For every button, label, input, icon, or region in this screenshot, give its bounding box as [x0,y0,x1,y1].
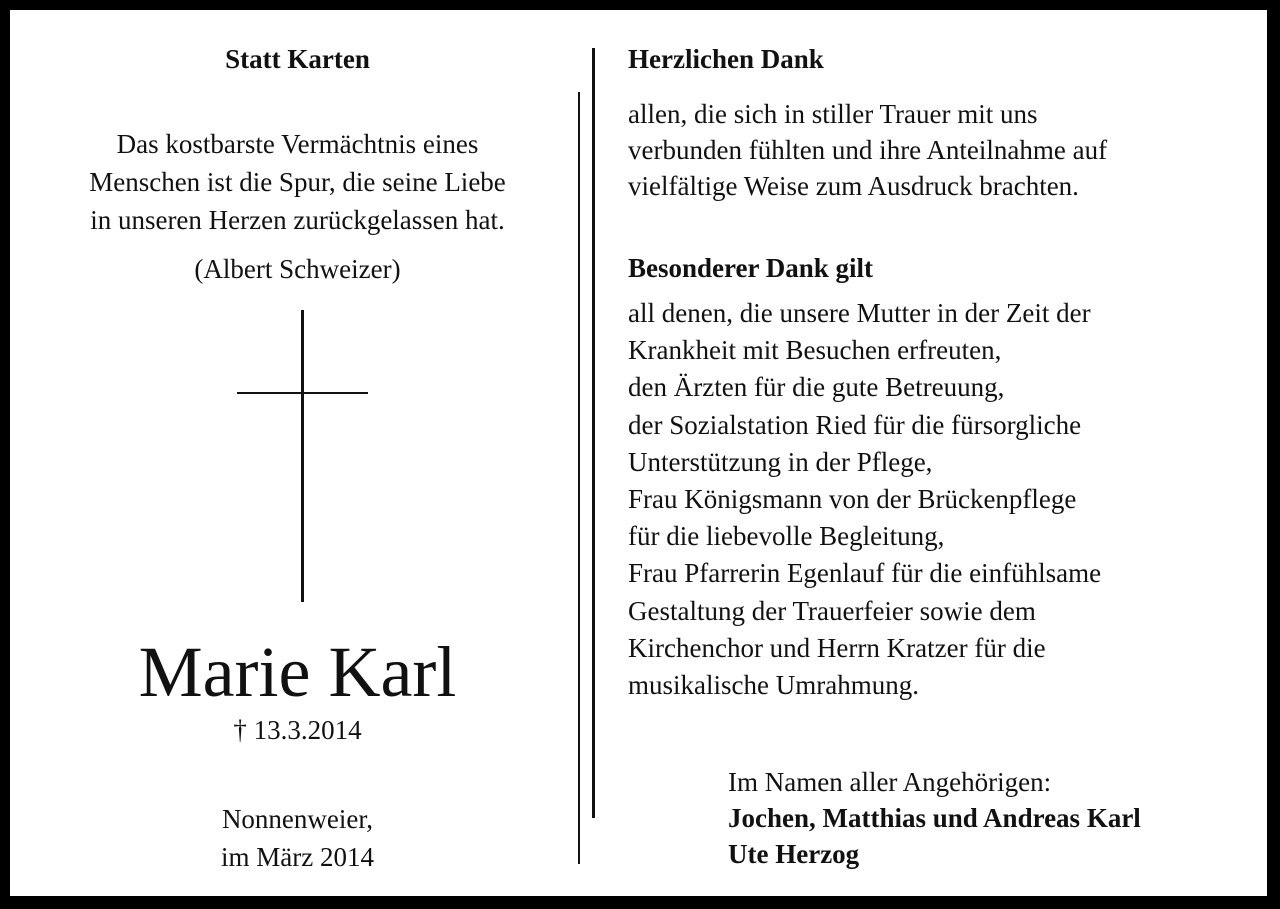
quote [30,125,565,239]
place-line: im März 2014 [221,842,374,872]
special-line: den Ärzten für die gute Betreuung, [628,372,1005,403]
left-heading: Statt Karten [225,44,370,74]
left-column [30,10,565,896]
place-date [30,800,565,876]
special-line: Kirchenchor und Herrn Kratzer für die [628,632,1046,663]
death-date: † 13.3.2014 [233,715,362,745]
special-line: Frau Königsmann von der Brückenpflege [628,484,1077,515]
quote-line: in unseren Herzen zurückgelassen hat. [90,205,505,235]
quote-line: Das kostbarste Vermächtnis eines [116,129,479,159]
signoff-names: Jochen, Matthias und Andreas Karl [728,803,1141,833]
special-line: all denen, die unsere Mutter in der Zeit der [628,298,1091,328]
special-line: musikalische Umrahmung. [628,670,919,701]
special-thanks-text [628,295,1101,704]
column-divider [592,48,595,818]
thanks-heading: Herzlichen Dank [628,44,824,74]
special-line: Gestaltung der Trauerfeier sowie dem [628,595,1036,626]
thanks-line: vielfältige Weise zum Ausdruck brachten. [628,171,1079,201]
thanks-line: verbunden fühlten und ihre Anteilnahme auf [628,135,1108,165]
cross-icon-horizontal [237,392,368,394]
cross-icon-vertical [301,310,304,602]
place-line: Nonnenweier, [221,804,374,834]
deceased-name: Marie Karl [138,632,457,712]
special-line: für die liebevolle Begleitung, [628,521,945,552]
quote-author: (Albert Schweizer) [194,254,401,284]
special-line: Krankheit mit Besuchen erfreuten, [628,335,1002,366]
obituary-card [10,10,1267,896]
thanks-line: allen, die sich in stiller Trauer mit uns [628,99,1038,129]
signoff [728,764,1141,872]
column-divider [578,92,580,864]
signoff-intro: Im Namen aller Angehörigen: [728,767,1052,797]
special-thanks-heading: Besonderer Dank gilt [628,253,874,283]
special-line: Frau Pfarrerin Egenlauf für die einfühlsame [628,558,1102,589]
signoff-names: Ute Herzog [728,839,860,869]
special-line: Unterstützung in der Pflege, [628,446,933,477]
quote-line: Menschen ist die Spur, die seine Liebe [89,167,506,197]
special-line: der Sozialstation Ried für die fürsorgliche [628,409,1082,440]
thanks-text [628,96,1107,204]
